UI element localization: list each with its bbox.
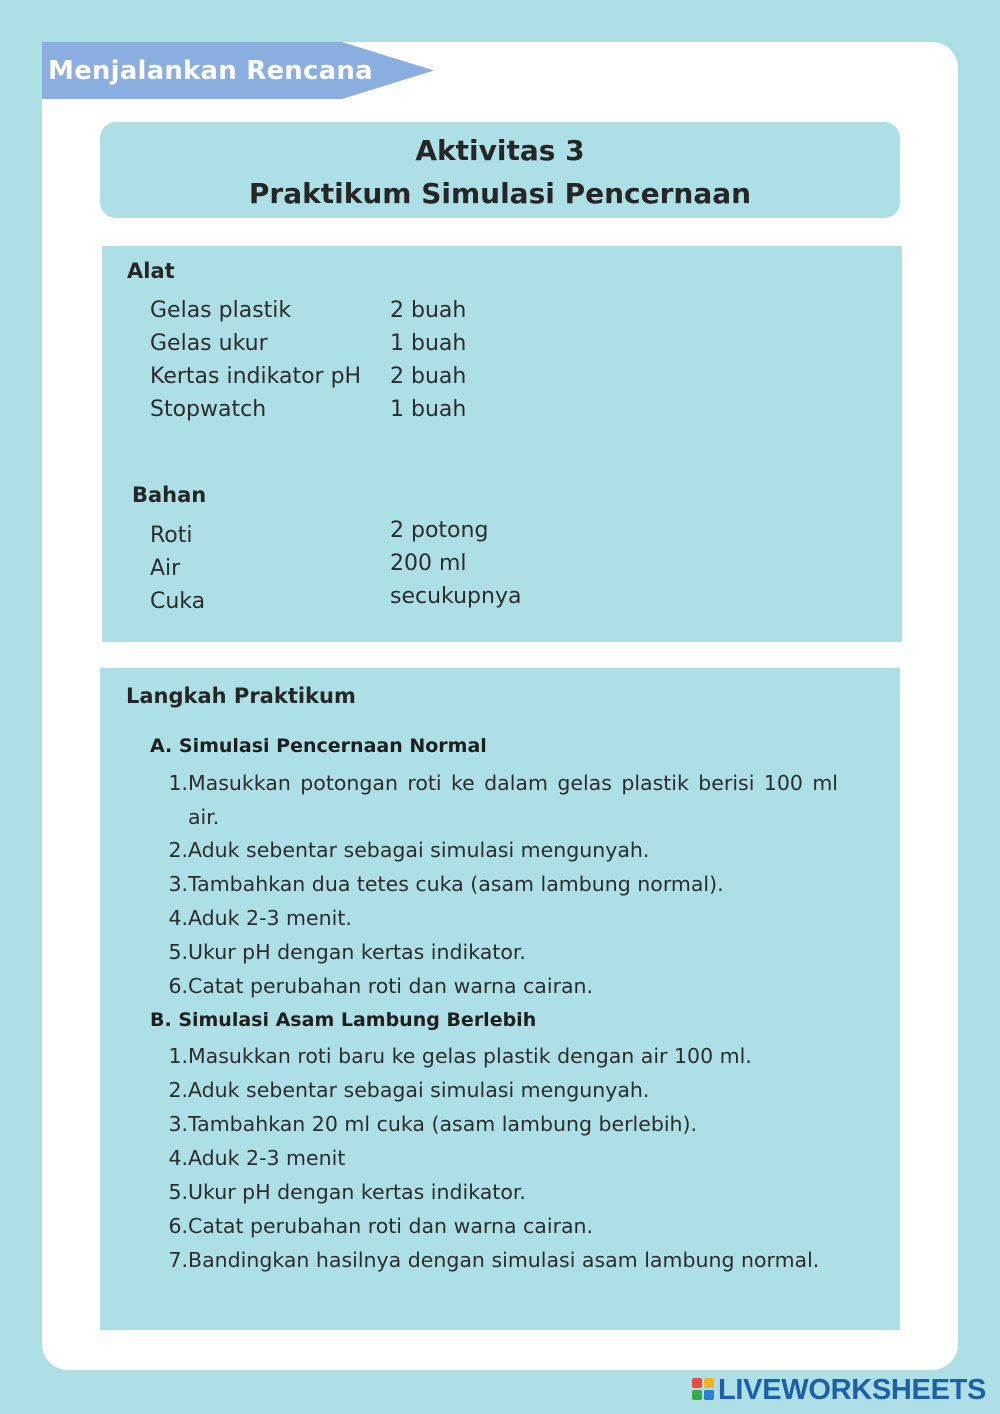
step-item — [168, 1209, 838, 1243]
step-text: Catat perubahan roti dan warna cairan. — [188, 974, 594, 998]
alat-item-name: Kertas indikator pH — [150, 364, 362, 389]
step-number: 6. — [168, 1214, 188, 1238]
alat-item-qty: 1 buah — [390, 397, 467, 422]
step-text: Masukkan roti baru ke gelas plastik dengan air 100 ml. — [188, 1044, 752, 1068]
step-number: 6. — [168, 974, 188, 998]
alat-item-qty: 2 buah — [390, 298, 467, 323]
step-item — [168, 1141, 838, 1175]
step-item — [168, 1175, 838, 1209]
step-text: Aduk 2-3 menit — [188, 1146, 346, 1170]
step-item — [168, 901, 838, 935]
step-number: 3. — [168, 872, 188, 896]
step-text: Ukur pH dengan kertas indikator. — [188, 1180, 526, 1204]
section-b-title: B. Simulasi Asam Lambung Berlebih — [150, 1009, 537, 1031]
langkah-heading: Langkah Praktikum — [126, 684, 356, 708]
activity-number: Aktivitas 3 — [415, 134, 585, 167]
step-item — [168, 969, 838, 1003]
step-item — [168, 935, 838, 969]
bahan-item-qty: 200 ml — [390, 551, 467, 576]
bahan-heading: Bahan — [132, 483, 207, 507]
section-a-title: A. Simulasi Pencernaan Normal — [150, 735, 487, 757]
step-number: 4. — [168, 1146, 188, 1170]
step-text: Catat perubahan roti dan warna cairan. — [188, 1214, 594, 1238]
activity-title: Praktikum Simulasi Pencernaan — [248, 177, 752, 210]
bahan-item-qty: secukupnya — [390, 584, 522, 609]
alat-item-qty: 2 buah — [390, 364, 467, 389]
step-text: Ukur pH dengan kertas indikator. — [188, 940, 526, 964]
activity-title-box — [100, 122, 900, 218]
step-text: Aduk 2-3 menit. — [188, 906, 352, 930]
step-item — [168, 867, 838, 901]
step-item — [168, 1107, 838, 1141]
step-item — [168, 766, 838, 834]
section-banner-label: Menjalankan Rencana — [48, 56, 373, 86]
step-text: Aduk sebentar sebagai simulasi mengunyah. — [188, 1078, 650, 1102]
bahan-item-name: Air — [150, 556, 181, 581]
step-text: Aduk sebentar sebagai simulasi mengunyah. — [188, 838, 650, 862]
alat-item-qty: 1 buah — [390, 331, 467, 356]
step-text: Masukkan potongan roti ke dalam gelas plastik berisi 100 ml air. — [188, 771, 838, 829]
alat-heading: Alat — [127, 259, 175, 283]
alat-item-name: Gelas plastik — [150, 298, 292, 323]
step-number: 3. — [168, 1112, 188, 1136]
step-number: 1. — [168, 1044, 188, 1068]
step-number: 5. — [168, 1180, 188, 1204]
liveworksheets-logo-text: LIVEWORKSHEETS — [718, 1374, 987, 1406]
bahan-item-name: Roti — [150, 523, 193, 548]
step-text: Tambahkan dua tetes cuka (asam lambung normal). — [188, 872, 724, 896]
step-number: 4. — [168, 906, 188, 930]
alat-item-name: Gelas ukur — [150, 331, 268, 356]
step-item — [168, 833, 838, 867]
step-number: 7. — [168, 1248, 188, 1272]
step-number: 1. — [168, 771, 188, 795]
bahan-item-qty: 2 potong — [390, 518, 489, 543]
step-number: 2. — [168, 838, 188, 862]
step-item — [168, 1243, 838, 1277]
step-text: Bandingkan hasilnya dengan simulasi asam lambung normal. — [188, 1248, 820, 1272]
step-text: Tambahkan 20 ml cuka (asam lambung berlebih). — [188, 1112, 698, 1136]
step-item — [168, 1039, 838, 1073]
bahan-item-name: Cuka — [150, 589, 206, 614]
step-item — [168, 1073, 838, 1107]
step-number: 2. — [168, 1078, 188, 1102]
alat-item-name: Stopwatch — [150, 397, 267, 422]
step-number: 5. — [168, 940, 188, 964]
liveworksheets-logo-icon — [692, 1378, 714, 1400]
